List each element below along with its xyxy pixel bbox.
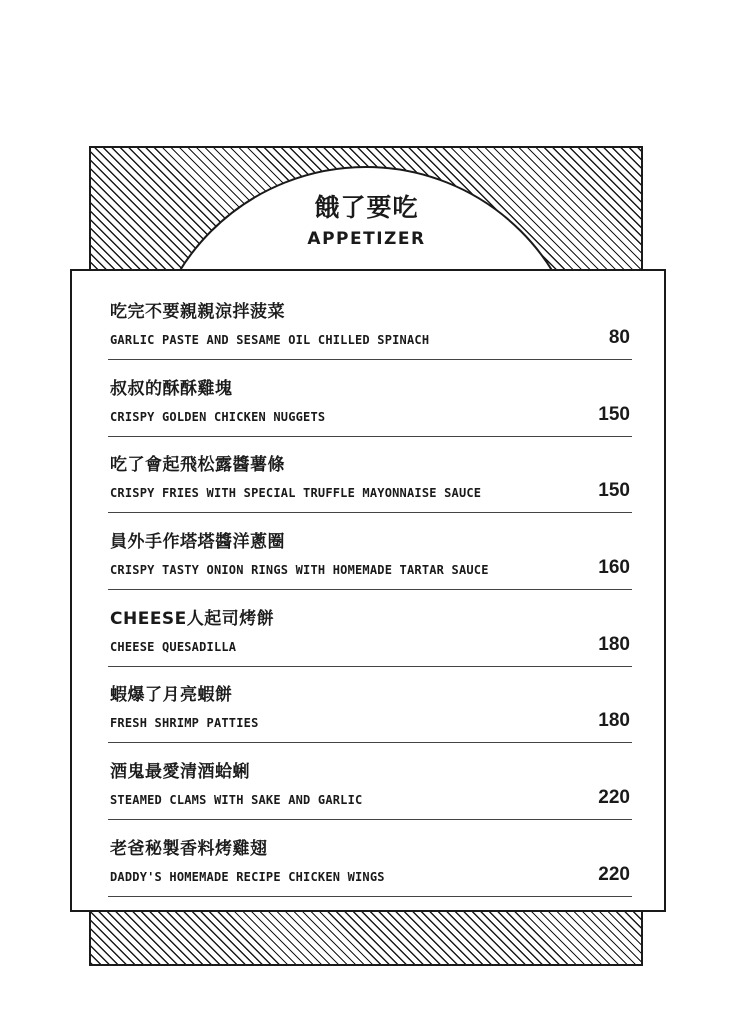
menu-item <box>108 376 632 437</box>
menu-title <box>0 192 733 250</box>
item-name-english: CRISPY GOLDEN CHICKEN NUGGETS <box>110 409 326 424</box>
item-price: 180 <box>598 633 630 655</box>
item-price: 160 <box>598 557 630 579</box>
item-name-english: GARLIC PASTE AND SESAME OIL CHILLED SPINACH <box>110 333 430 347</box>
menu-item <box>108 682 632 743</box>
menu-item <box>108 452 632 513</box>
item-price: 150 <box>598 480 630 502</box>
item-name-chinese: 吃了會起飛松露醬薯條 <box>110 455 285 476</box>
item-name-chinese: 員外手作塔塔醬洋蔥圈 <box>110 532 285 553</box>
item-name-english: DADDY'S HOMEMADE RECIPE CHICKEN WINGS <box>110 869 385 884</box>
menu-card <box>70 269 666 912</box>
item-name-chinese: 吃完不要親親涼拌菠菜 <box>110 302 285 322</box>
menu-item <box>108 606 632 667</box>
item-name-english: STEAMED CLAMS WITH SAKE AND GARLIC <box>110 793 363 808</box>
title-english: APPETIZER <box>307 229 426 249</box>
menu-list <box>108 299 632 913</box>
menu-item <box>108 529 632 590</box>
title-chinese: 餓了要吃 <box>314 193 419 222</box>
item-name-chinese: 蝦爆了月亮蝦餅 <box>110 685 233 706</box>
item-name-chinese: 酒鬼最愛清酒蛤蜊 <box>110 762 250 783</box>
menu-item <box>108 299 632 360</box>
item-name-chinese: 叔叔的酥酥雞塊 <box>110 378 233 399</box>
item-price: 220 <box>598 787 630 809</box>
item-name-english: FRESH SHRIMP PATTIES <box>110 716 259 731</box>
hatched-footer-panel <box>89 908 643 966</box>
item-name-english: CRISPY TASTY ONION RINGS WITH HOMEMADE TARTAR SAUCE <box>110 563 489 578</box>
item-price: 80 <box>608 327 630 348</box>
item-name-english: CRISPY FRIES WITH SPECIAL TRUFFLE MAYONNAISE SAUCE <box>110 486 482 501</box>
menu-item <box>108 759 632 820</box>
item-name-chinese: CHEESE人起司烤餅 <box>110 608 275 629</box>
item-price: 180 <box>598 710 630 732</box>
item-price: 220 <box>598 863 630 885</box>
item-name-english: CHEESE QUESADILLA <box>110 639 237 654</box>
menu-item <box>108 836 632 897</box>
item-name-chinese: 老爸秘製香料烤雞翅 <box>110 838 268 859</box>
item-price: 150 <box>598 403 630 425</box>
